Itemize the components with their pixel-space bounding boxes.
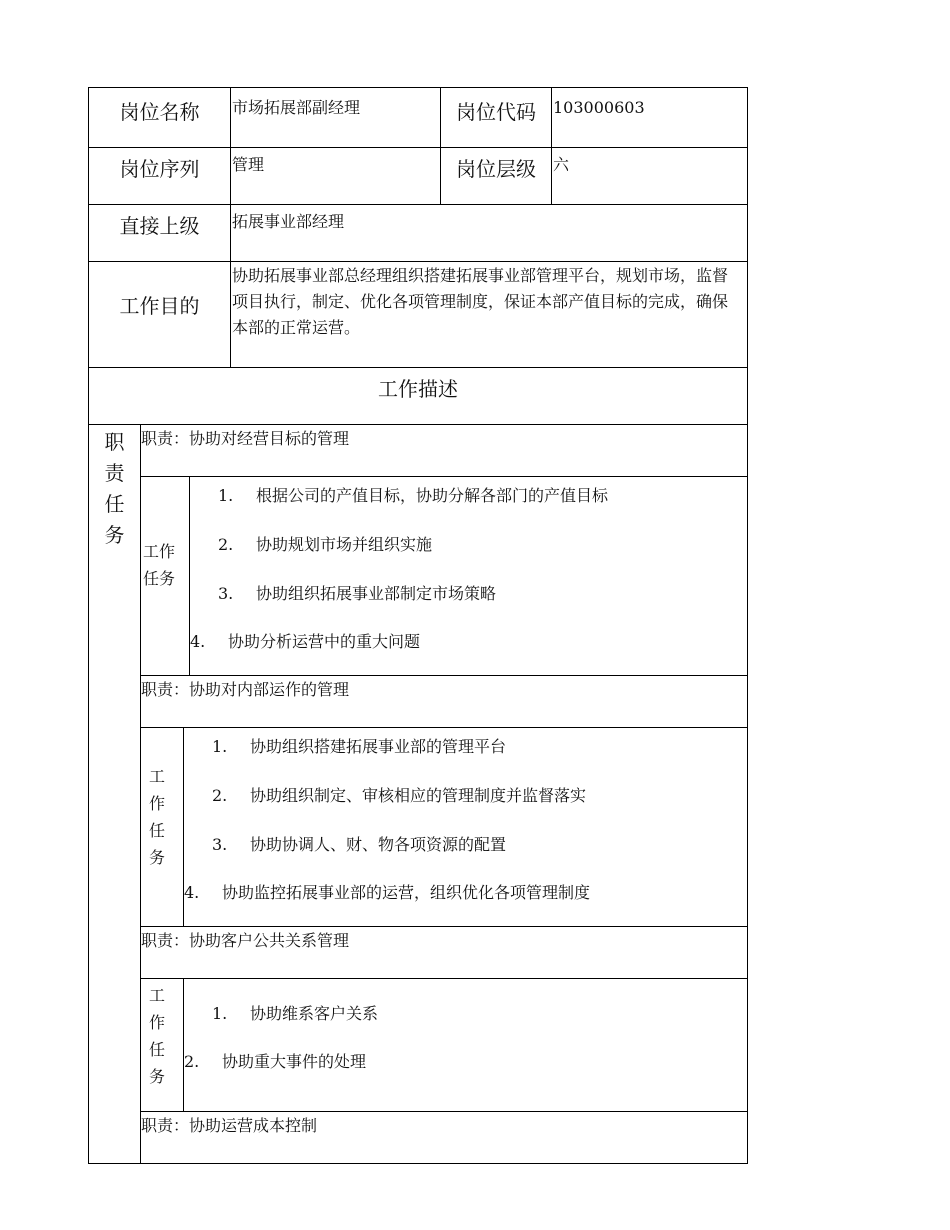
task-item: 1. 根据公司的产值目标，协助分解各部门的产值目标 bbox=[218, 486, 609, 505]
task-item: 2. 协助重大事件的处理 bbox=[184, 1052, 367, 1071]
job-description-table bbox=[88, 87, 748, 1164]
duty-title: 职责：协助对经营目标的管理 bbox=[141, 429, 350, 448]
position-code-label: 岗位代码 bbox=[456, 100, 536, 124]
work-purpose-value: 协助拓展事业部总经理组织搭建拓展事业部管理平台，规划市场，监督项目执行，制定、优化各项管理制度，保证本部产值目标的完成，确保本部的正常运营。 bbox=[232, 266, 729, 337]
task-item: 1. 协助维系客户关系 bbox=[212, 1004, 379, 1023]
task-item: 2. 协助组织制定、审核相应的管理制度并监督落实 bbox=[212, 786, 587, 805]
direct-superior-label: 直接上级 bbox=[119, 214, 200, 238]
duty-title: 职责：协助对内部运作的管理 bbox=[141, 680, 350, 699]
position-series-value: 管理 bbox=[232, 155, 265, 174]
direct-superior-value: 拓展事业部经理 bbox=[232, 212, 345, 231]
section-title: 工作描述 bbox=[378, 377, 458, 401]
task-side-label: 工作任务 bbox=[142, 542, 175, 588]
position-series-label: 岗位序列 bbox=[119, 157, 200, 181]
duty-title: 职责：协助运营成本控制 bbox=[141, 1116, 318, 1135]
task-item: 2. 协助规划市场并组织实施 bbox=[218, 535, 433, 554]
task-item: 3. 协助组织拓展事业部制定市场策略 bbox=[218, 584, 497, 603]
task-item: 4. 协助监控拓展事业部的运营，组织优化各项管理制度 bbox=[184, 883, 591, 902]
duty-task-side-label: 职责任务 bbox=[104, 430, 125, 547]
duty-title: 职责：协助客户公共关系管理 bbox=[141, 931, 350, 950]
task-item: 1. 协助组织搭建拓展事业部的管理平台 bbox=[212, 737, 507, 756]
position-name-label: 岗位名称 bbox=[119, 100, 200, 124]
task-item: 3. 协助协调人、财、物各项资源的配置 bbox=[212, 835, 507, 854]
task-item: 4. 协助分析运营中的重大问题 bbox=[190, 632, 421, 651]
position-level-label: 岗位层级 bbox=[456, 157, 536, 181]
position-level-value: 六 bbox=[553, 155, 570, 174]
position-name-value: 市场拓展部副经理 bbox=[232, 98, 361, 117]
work-purpose-label: 工作目的 bbox=[119, 294, 200, 318]
task-side-label: 工作任务 bbox=[148, 986, 165, 1086]
task-side-label: 工作任务 bbox=[148, 767, 165, 867]
position-code-value: 103000603 bbox=[553, 98, 645, 117]
